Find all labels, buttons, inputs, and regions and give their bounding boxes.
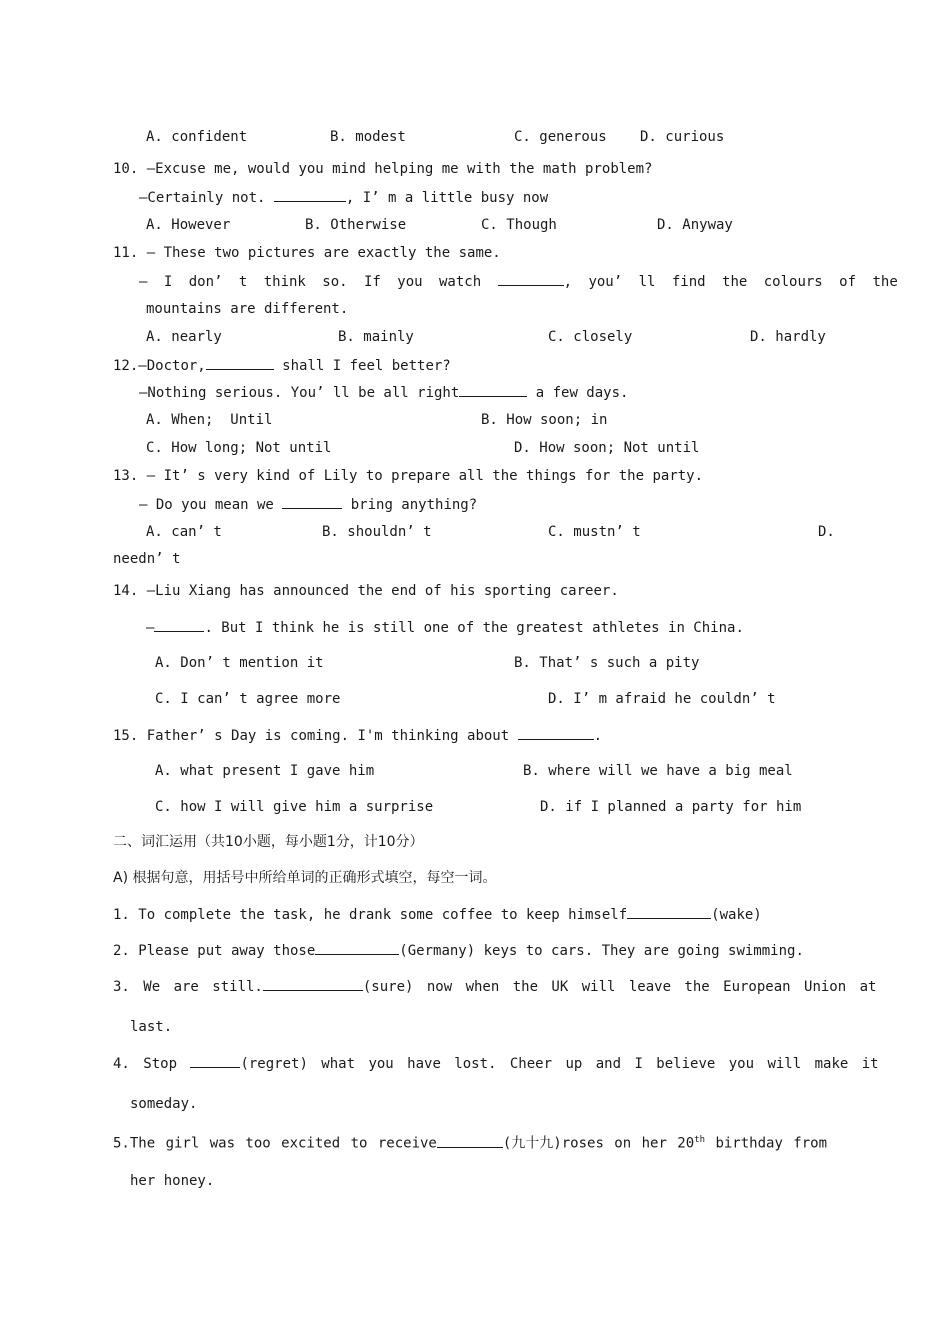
answer-blank <box>437 1134 503 1148</box>
q10-option-d: D. Anyway <box>657 217 733 233</box>
q12-option-a: A. When; Until <box>146 412 273 428</box>
q14-option-c: C. I can’ t agree more <box>155 691 341 707</box>
vocab-item-1: 1. To complete the task, he drank some coffee to keep himself (wake) <box>113 907 762 923</box>
q13-question: 13. — It’ s very kind of Lily to prepare all the things for the party. <box>113 468 704 484</box>
vocab-item-4-cont: someday. <box>130 1096 198 1112</box>
q11-option-b: B. mainly <box>338 329 414 345</box>
q12-option-c: C. How long; Not until <box>146 440 332 456</box>
q11-response-cont: mountains are different. <box>146 301 349 317</box>
q11-option-d: D. hardly <box>750 329 826 345</box>
q14-question: 14. —Liu Xiang has announced the end of his sporting career. <box>113 583 619 599</box>
q14-response: — . But I think he is still one of the greatest athletes in China. <box>146 620 744 636</box>
q10-question: 10. —Excuse me, would you mind helping me with the math problem? <box>113 161 653 177</box>
answer-blank <box>282 495 342 509</box>
q11-option-a: A. nearly <box>146 329 222 345</box>
vocab-item-4: 4. Stop (regret) what you have lost. Cheer up and I believe you will make it <box>113 1056 879 1072</box>
q9-option-c: C. generous <box>514 129 607 145</box>
q10-option-b: B. Otherwise <box>305 217 407 233</box>
q13-option-d: D. <box>818 524 835 540</box>
q14-option-a: A. Don’ t mention it <box>155 655 324 671</box>
vocab-item-3-cont: last. <box>130 1019 173 1035</box>
q14-option-b: B. That’ s such a pity <box>514 655 700 671</box>
q13-option-b: B. shouldn’ t <box>322 524 432 540</box>
answer-blank <box>263 977 363 991</box>
q11-response: — I don’ t think so. If you watch , you’ ll find the colours of the <box>139 274 898 290</box>
q9-option-a: A. confident <box>146 129 248 145</box>
vocab-item-2: 2. Please put away those (Germany) keys to cars. They are going swimming. <box>113 943 804 959</box>
q11-question: 11. — These two pictures are exactly the same. <box>113 245 501 261</box>
vocab-item-5-cont: her honey. <box>130 1173 215 1189</box>
vocab-item-3: 3. We are still. (sure) now when the UK will leave the European Union at <box>113 979 877 995</box>
answer-blank <box>206 356 274 370</box>
q14-option-d: D. I’ m afraid he couldn’ t <box>548 691 776 707</box>
q12-option-d: D. How soon; Not until <box>514 440 700 456</box>
section-instructions: A) 根据句意，用括号中所给单词的正确形式填空，每空一词。 <box>113 870 497 886</box>
q11-option-c: C. closely <box>548 329 633 345</box>
q13-option-a: A. can’ t <box>146 524 222 540</box>
q15-question: 15. Father’ s Day is coming. I'm thinking about . <box>113 728 603 744</box>
q12-question: 12.—Doctor, shall I feel better? <box>113 358 451 374</box>
vocab-item-5: 5.The girl was too excited to receive (九十九)roses on her 20th birthday from <box>113 1135 828 1152</box>
q15-option-c: C. how I will give him a surprise <box>155 799 434 815</box>
q15-option-a: A. what present I gave him <box>155 763 375 779</box>
answer-blank <box>498 272 564 286</box>
q15-option-b: B. where will we have a big meal <box>523 763 793 779</box>
q15-option-d: D. if I planned a party for him <box>540 799 802 815</box>
q9-option-d: D. curious <box>640 129 725 145</box>
q13-option-d-cont: needn’ t <box>113 551 181 567</box>
q13-option-c: C. mustn’ t <box>548 524 641 540</box>
section-title: 二、词汇运用（共10小题，每小题1分，计10分） <box>113 834 424 850</box>
q10-option-a: A. However <box>146 217 231 233</box>
answer-blank <box>154 618 204 632</box>
q12-response: —Nothing serious. You’ ll be all right a few days. <box>139 385 629 401</box>
q10-option-c: C. Though <box>481 217 557 233</box>
answer-blank <box>315 941 399 955</box>
answer-blank <box>627 905 711 919</box>
answer-blank <box>459 383 527 397</box>
q13-response: — Do you mean we bring anything? <box>139 497 478 513</box>
q10-response: —Certainly not. , I’ m a little busy now <box>139 190 549 206</box>
answer-blank <box>274 188 346 202</box>
q9-option-b: B. modest <box>330 129 406 145</box>
answer-blank <box>190 1054 240 1068</box>
q12-option-b: B. How soon; in <box>481 412 608 428</box>
answer-blank <box>518 726 594 740</box>
